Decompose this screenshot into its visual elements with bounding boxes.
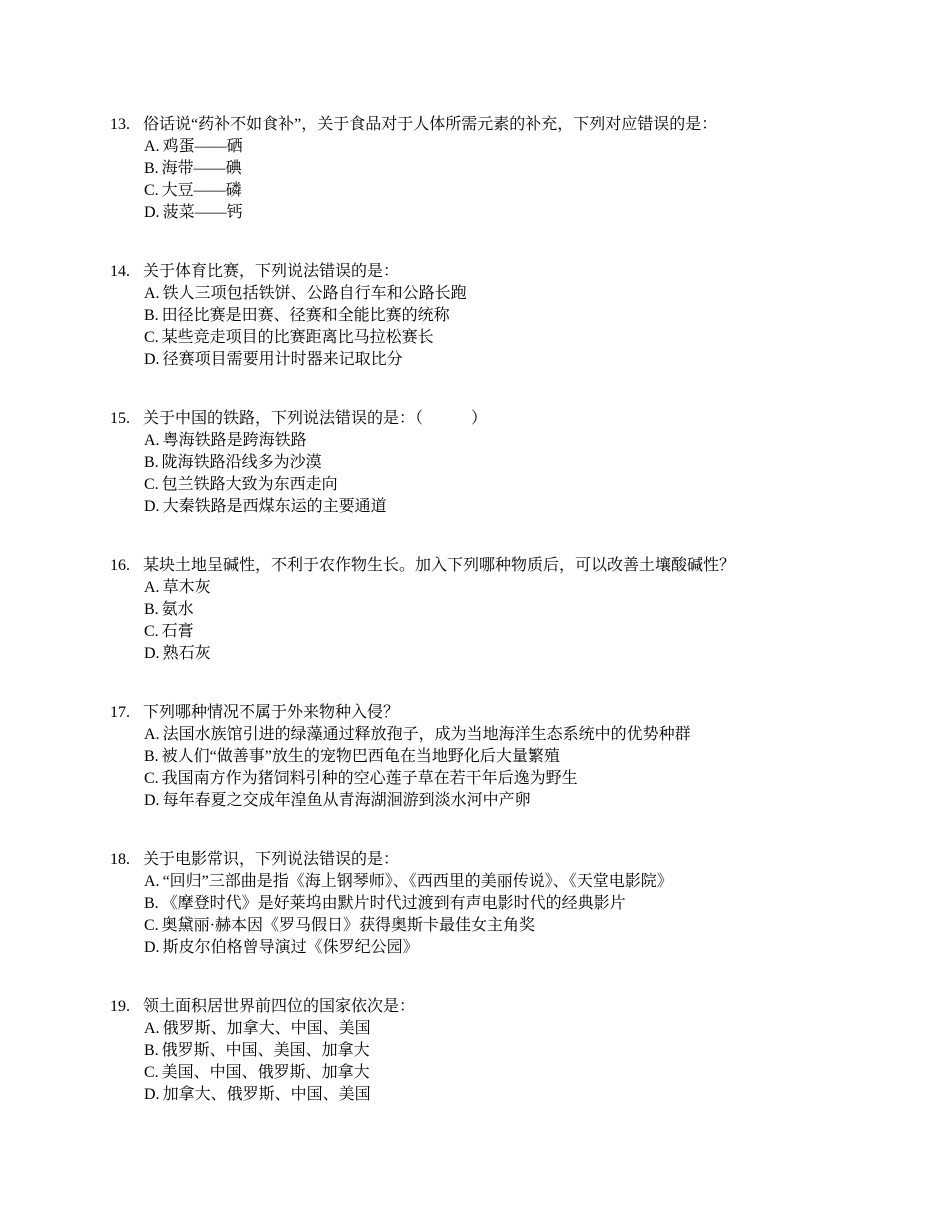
option-text: 我国南方作为猪饲料引种的空心莲子草在若干年后逸为野生 [161,770,578,787]
option-label: B. [144,748,159,765]
option-text: 被人们“做善事”放生的宠物巴西龟在当地野化后大量繁殖 [161,748,560,765]
option-row [144,871,900,893]
option-text: 氨水 [161,601,194,618]
options-list [144,283,900,371]
option-text: 斯皮尔伯格曾导演过《侏罗纪公园》 [162,939,419,956]
option-row [144,1018,900,1040]
option-text: 粤海铁路是跨海铁路 [162,432,307,449]
option-row [144,1062,900,1084]
question-block [110,849,900,959]
question-title-row [110,702,900,724]
question-title: 领土面积居世界前四位的国家依次是： [143,998,416,1015]
option-row [144,158,900,180]
option-row [144,746,900,768]
question-list [110,114,900,1106]
option-row [144,430,900,452]
option-label: C. [144,1064,159,1081]
option-text: 鸡蛋——硒 [162,138,243,155]
question-title: 某块土地呈碱性，不利于农作物生长。加入下列哪种物质后，可以改善土壤酸碱性？ [143,557,736,574]
option-label: A. [144,138,160,155]
question-title-row [110,849,900,871]
option-text: 田径比赛是田赛、径赛和全能比赛的统称 [161,307,450,324]
question-number: 13. [110,116,130,133]
option-text: 草木灰 [162,579,211,596]
option-row [144,599,900,621]
options-list [144,136,900,224]
option-text: 法国水族馆引进的绿藻通过释放孢子，成为当地海洋生态系统中的优势种群 [162,726,691,743]
options-list [144,1018,900,1106]
question-title-row [110,261,900,283]
option-row [144,327,900,349]
option-row [144,496,900,518]
option-text: 陇海铁路沿线多为沙漠 [161,454,322,471]
question-number: 19. [110,998,130,1015]
option-text: “回归”三部曲是指《海上钢琴师》、《西西里的美丽传说》、《天堂电影院》 [162,873,673,890]
option-row [144,643,900,665]
question-block [110,702,900,812]
question-number: 16. [110,557,130,574]
option-text: 石膏 [161,623,194,640]
question-title: 俗话说“药补不如食补”，关于食品对于人体所需元素的补充，下列对应错误的是： [143,116,718,133]
question-block [110,261,900,371]
option-row [144,768,900,790]
option-text: 加拿大、俄罗斯、中国、美国 [162,1086,371,1103]
question-title: 关于体育比赛，下列说法错误的是： [143,263,400,280]
option-text: 奥黛丽·赫本因《罗马假日》获得奥斯卡最佳女主角奖 [161,917,536,934]
option-text: 大豆——磷 [161,182,242,199]
options-list [144,577,900,665]
options-list [144,871,900,959]
option-text: 俄罗斯、中国、美国、加拿大 [161,1042,370,1059]
option-text: 美国、中国、俄罗斯、加拿大 [161,1064,370,1081]
question-number: 18. [110,851,130,868]
options-list [144,430,900,518]
option-label: D. [144,351,160,368]
option-row [144,283,900,305]
option-text: 包兰铁路大致为东西走向 [161,476,338,493]
option-label: B. [144,454,159,471]
option-row [144,474,900,496]
options-list [144,724,900,812]
question-block [110,996,900,1106]
question-title-row [110,555,900,577]
option-label: C. [144,476,159,493]
question-title: 关于电影常识，下列说法错误的是： [143,851,400,868]
option-label: A. [144,726,160,743]
question-title-row [110,408,900,430]
option-label: D. [144,498,160,515]
option-row [144,202,900,224]
option-row [144,1084,900,1106]
option-label: A. [144,1020,160,1037]
option-row [144,724,900,746]
question-number: 15. [110,410,130,427]
option-label: C. [144,329,159,346]
option-row [144,349,900,371]
option-text: 海带——碘 [161,160,242,177]
question-title-row [110,996,900,1018]
question-title: 下列哪种情况不属于外来物种入侵？ [143,704,400,721]
option-label: B. [144,1042,159,1059]
option-label: A. [144,579,160,596]
option-text: 每年春夏之交成年湟鱼从青海湖洄游到淡水河中产卵 [162,792,531,809]
option-text: 俄罗斯、加拿大、中国、美国 [162,1020,371,1037]
option-row [144,621,900,643]
option-label: B. [144,895,159,912]
option-row [144,915,900,937]
option-row [144,180,900,202]
option-row [144,790,900,812]
option-label: A. [144,873,160,890]
option-label: B. [144,601,159,618]
question-number: 14. [110,263,130,280]
option-label: B. [144,307,159,324]
option-row [144,305,900,327]
option-row [144,577,900,599]
question-title-row [110,114,900,136]
option-label: C. [144,917,159,934]
option-text: 某些竞走项目的比赛距离比马拉松赛长 [161,329,434,346]
option-text: 大秦铁路是西煤东运的主要通道 [162,498,387,515]
option-label: D. [144,645,160,662]
option-text: 菠菜——钙 [162,204,243,221]
question-block [110,114,900,224]
option-text: 熟石灰 [162,645,211,662]
question-number: 17. [110,704,130,721]
option-text: 径赛项目需要用计时器来记取比分 [162,351,403,368]
option-label: C. [144,623,159,640]
option-label: C. [144,182,159,199]
option-label: C. [144,770,159,787]
option-row [144,1040,900,1062]
question-block [110,555,900,665]
question-title: 关于中国的铁路，下列说法错误的是：（ ） [143,410,488,427]
option-row [144,136,900,158]
option-label: D. [144,939,160,956]
option-text: 铁人三项包括铁饼、公路自行车和公路长跑 [162,285,467,302]
option-label: D. [144,204,160,221]
option-row [144,452,900,474]
option-row [144,893,900,915]
option-text: 《摩登时代》是好莱坞由默片时代过渡到有声电影时代的经典影片 [161,895,626,912]
option-label: A. [144,285,160,302]
option-label: A. [144,432,160,449]
question-block [110,408,900,518]
option-row [144,937,900,959]
option-label: B. [144,160,159,177]
option-label: D. [144,792,160,809]
option-label: D. [144,1086,160,1103]
